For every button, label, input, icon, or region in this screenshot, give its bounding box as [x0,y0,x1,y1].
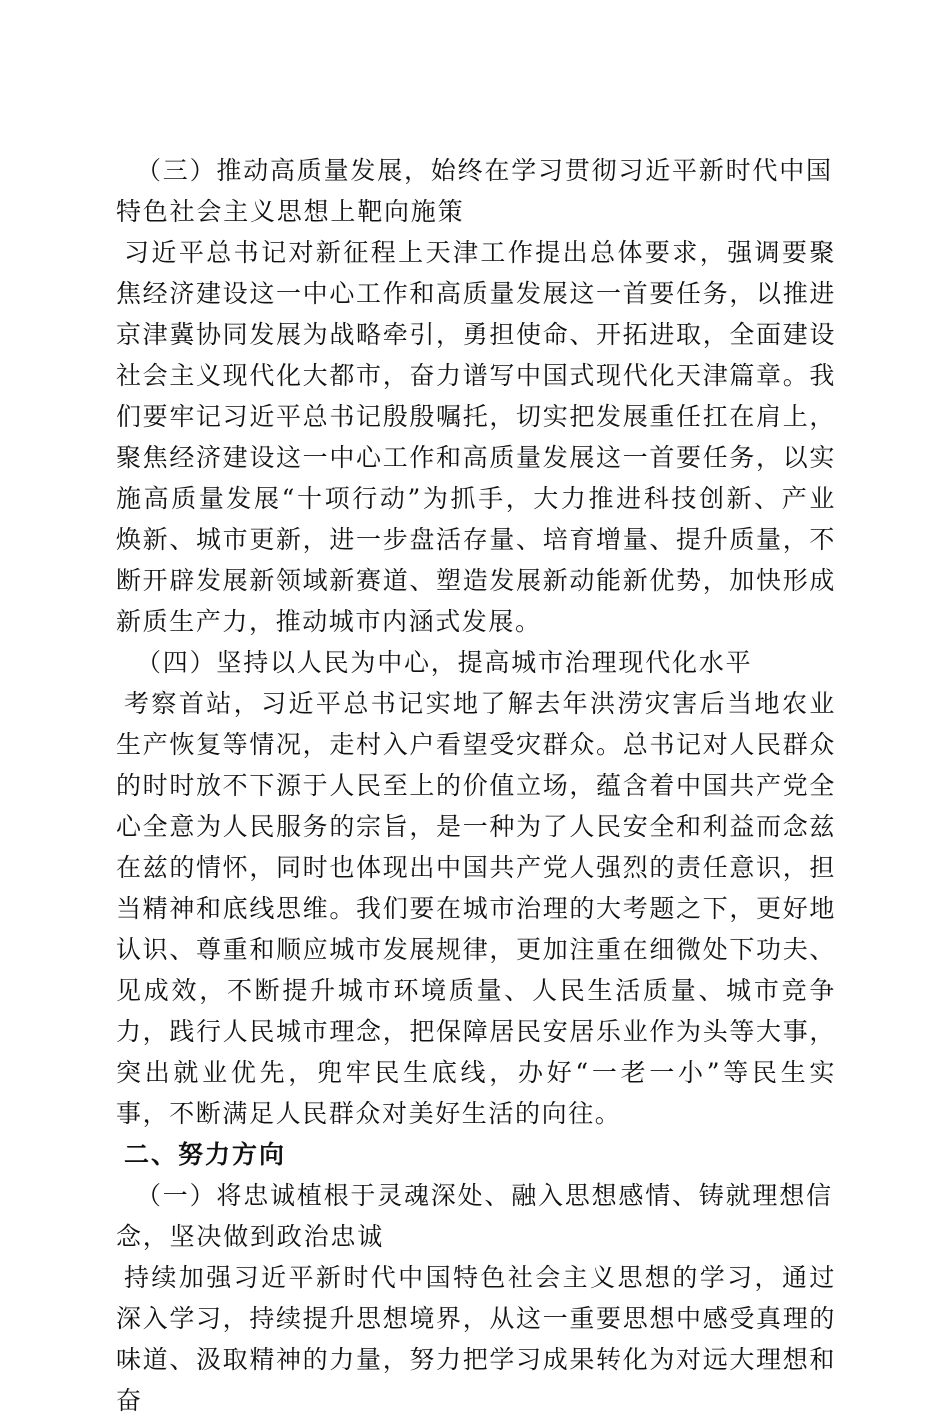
section-title-2: 二、努力方向 [124,1140,287,1169]
paragraph-2-1: 持续加强习近平新时代中国特色社会主义思想的学习，通过深入学习，持续提升思想境界，从这一重要思想中感受真理的味道、汲取精神的力量，努力把学习成果转化为对远大理想和奋 [116,1263,836,1415]
subsection-heading-2-1: （一）将忠诚植根于灵魂深处、融入思想感情、铸就理想信念，坚决做到政治忠诚 [116,1181,833,1251]
paragraph-3: 习近平总书记对新征程上天津工作提出总体要求，强调要聚焦经济建设这一中心工作和高质量发展这一首要任务，以推进京津冀协同发展为战略牵引，勇担使命、开拓进取，全面建设社会主义现代化大都市，奋力谱写中国式现代化天津篇章。我们要牢记习近平总书记殷殷嘱托，切实把发展重任扛在肩上，聚焦经济建设这一中心工作和高质量发展这一首要任务，以实施高质量发展“十项行动”为抓手，大力推进科技创新、产业焕新、城市更新，进一步盘活存量、培育增量、提升质量，不断开辟发展新领域新赛道、塑造发展新动能新优势，加快形成新质生产力，推动城市内涵式发展。 [116,238,836,636]
subsection-heading-3: （三）推动高质量发展，始终在学习贯彻习近平新时代中国特色社会主义思想上靶向施策 [116,156,833,226]
document-body [116,150,836,1421]
paragraph-4: 考察首站，习近平总书记实地了解去年洪涝灾害后当地农业生产恢复等情况，走村入户看望受灾群众。总书记对人民群众的时时放不下源于人民至上的价值立场，蕴含着中国共产党全心全意为人民服务的宗旨，是一种为了人民安全和利益而念兹在兹的情怀，同时也体现出中国共产党人强烈的责任意识，担当精神和底线思维。我们要在城市治理的大考题之下，更好地认识、尊重和顺应城市发展规律，更加注重在细微处下功夫、见成效，不断提升城市环境质量、人民生活质量、城市竞争力，践行人民城市理念，把保障居民安居乐业作为头等大事，突出就业优先，兜牢民生底线，办好“一老一小”等民生实事，不断满足人民群众对美好生活的向往。 [116,689,836,1128]
subsection-heading-4: （四）坚持以人民为中心，提高城市治理现代化水平 [136,648,753,677]
